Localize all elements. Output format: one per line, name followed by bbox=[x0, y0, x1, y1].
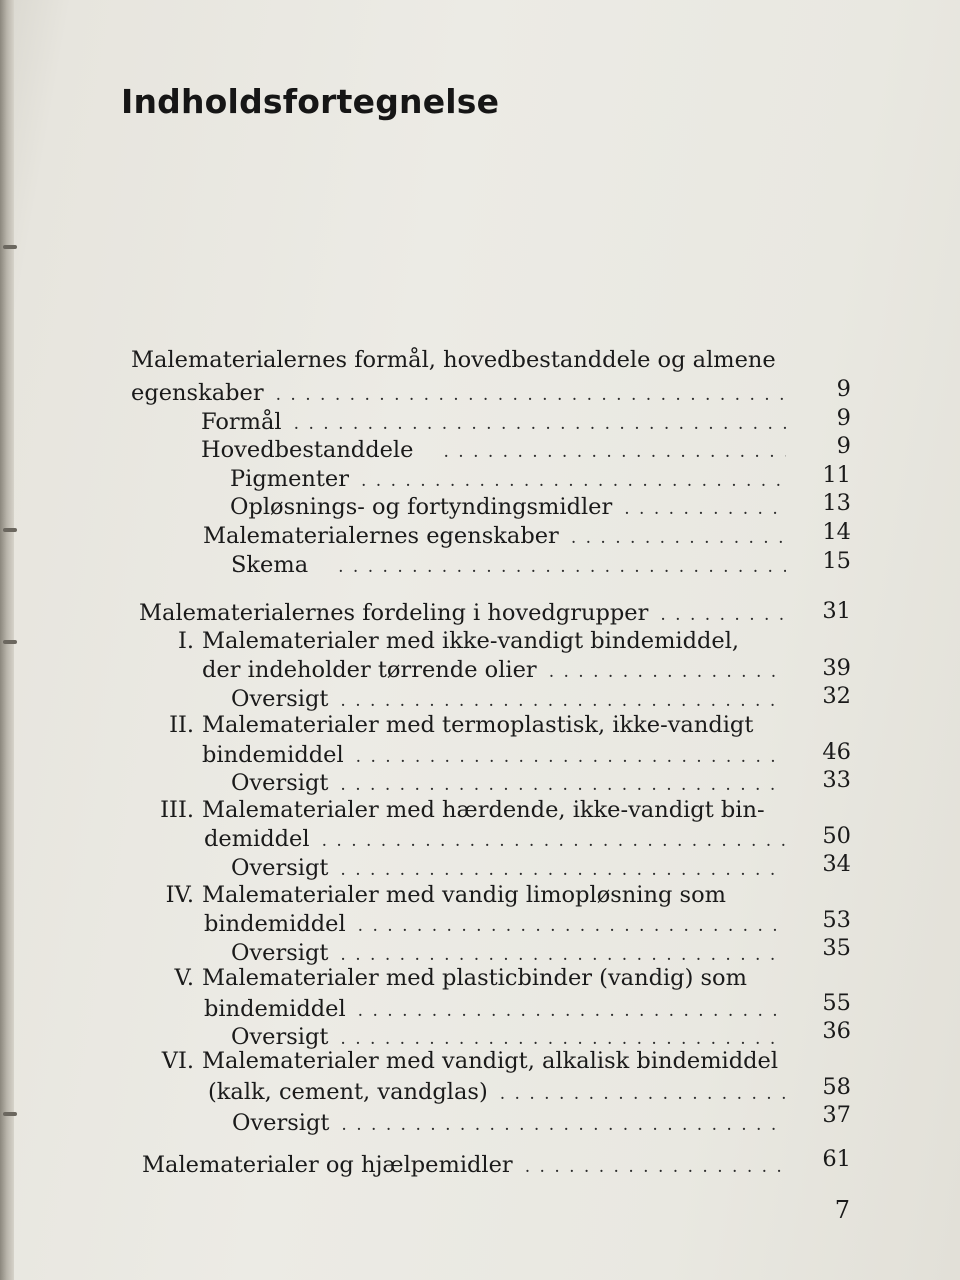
leader-dots bbox=[358, 911, 786, 941]
toc-text: demiddel bbox=[204, 826, 310, 852]
toc-page-number: 32 bbox=[822, 683, 851, 709]
toc-text: Malematerialernes fordeling i hovedgrupper bbox=[139, 600, 649, 626]
toc-page-number: 9 bbox=[836, 376, 851, 402]
toc-entry bbox=[203, 521, 790, 551]
toc-page-number: 33 bbox=[822, 767, 851, 793]
toc-page-number: 37 bbox=[822, 1102, 851, 1128]
roman-numeral: I. bbox=[177, 628, 194, 654]
toc-entry bbox=[230, 492, 790, 522]
toc-page-number: 15 bbox=[822, 548, 851, 574]
toc-entry bbox=[139, 598, 790, 628]
toc-group-title-line bbox=[152, 710, 788, 740]
roman-numeral: II. bbox=[169, 712, 194, 738]
toc-entry bbox=[231, 768, 790, 798]
leader-dots bbox=[341, 1110, 786, 1140]
toc-entry bbox=[202, 740, 790, 770]
toc-text: (kalk, cement, vandglas) bbox=[208, 1079, 488, 1105]
toc-text: Malematerialer med hærdende, ikke-vandigt bin- bbox=[202, 797, 765, 823]
toc-entry bbox=[208, 1077, 790, 1107]
toc-text: Malematerialer og hjælpemidler bbox=[142, 1152, 513, 1178]
toc-text: Skema bbox=[231, 552, 309, 578]
toc-page-number: 13 bbox=[822, 490, 851, 516]
leader-dots bbox=[624, 494, 786, 524]
leader-dots bbox=[276, 380, 786, 410]
toc-text: egenskaber bbox=[131, 380, 264, 406]
toc-text: Malematerialer med termoplastisk, ikke-vandigt bbox=[202, 712, 754, 738]
leader-dots bbox=[322, 826, 786, 856]
toc-page-number: 9 bbox=[836, 433, 851, 459]
toc-text: Pigmenter bbox=[230, 466, 349, 492]
roman-numeral: III. bbox=[160, 797, 194, 823]
toc-text: Oversigt bbox=[231, 1024, 329, 1050]
toc-group-title-line bbox=[152, 880, 788, 910]
page-title: Indholdsfortegnelse bbox=[121, 82, 500, 121]
toc-page-number: 58 bbox=[822, 1074, 851, 1100]
toc-entry bbox=[231, 853, 790, 883]
leader-dots bbox=[525, 1152, 786, 1182]
toc-group-title-line bbox=[152, 963, 788, 993]
toc-entry bbox=[204, 909, 790, 939]
toc-entry bbox=[232, 1108, 790, 1138]
toc-entry bbox=[231, 550, 790, 580]
roman-numeral: IV. bbox=[165, 882, 194, 908]
toc-text: Malematerialer med plasticbinder (vandig) som bbox=[202, 965, 747, 991]
toc-page-number: 35 bbox=[822, 935, 851, 961]
toc-page-number: 11 bbox=[822, 462, 851, 488]
toc-group-title-line bbox=[152, 795, 788, 825]
toc-text: Malematerialer med vandigt, alkalisk bindemiddel bbox=[202, 1048, 779, 1074]
toc-text: Oversigt bbox=[232, 1110, 330, 1136]
toc-text: der indeholder tørrende olier bbox=[202, 657, 537, 683]
roman-numeral: V. bbox=[174, 965, 194, 991]
toc-text: bindemiddel bbox=[202, 742, 344, 768]
toc-page-number: 50 bbox=[822, 823, 851, 849]
leader-dots bbox=[338, 552, 786, 582]
toc-entry bbox=[204, 824, 790, 854]
leader-dots bbox=[443, 437, 786, 467]
toc-entry bbox=[204, 994, 790, 1024]
toc-group-title-line bbox=[152, 626, 788, 656]
toc-text: bindemiddel bbox=[204, 911, 346, 937]
toc-page-number: 31 bbox=[822, 598, 851, 624]
toc-page-number: 46 bbox=[822, 739, 851, 765]
toc-page-number: 14 bbox=[822, 519, 851, 545]
toc-entry bbox=[230, 464, 790, 494]
toc-page-number: 36 bbox=[822, 1018, 851, 1044]
toc-page-number: 9 bbox=[836, 405, 851, 431]
page-number: 7 bbox=[834, 1196, 850, 1224]
toc-section-title-line bbox=[131, 345, 790, 375]
toc-text: Oversigt bbox=[231, 855, 329, 881]
toc-text: Malematerialer med vandig limopløsning som bbox=[202, 882, 726, 908]
toc-page-number: 53 bbox=[822, 907, 851, 933]
toc-text: Formål bbox=[201, 409, 282, 435]
toc-page-number: 39 bbox=[822, 655, 851, 681]
toc-text: Malematerialernes formål, hovedbestanddele og almene bbox=[131, 347, 776, 373]
toc-entry bbox=[201, 435, 790, 465]
toc-entry bbox=[142, 1150, 790, 1180]
toc-text: bindemiddel bbox=[204, 996, 346, 1022]
toc-text: Malematerialernes egenskaber bbox=[203, 523, 559, 549]
toc-entry bbox=[131, 378, 790, 408]
toc-text: Oversigt bbox=[231, 940, 329, 966]
toc-entry bbox=[202, 655, 790, 685]
toc-entry bbox=[201, 407, 790, 437]
toc-page-number: 61 bbox=[822, 1146, 851, 1172]
toc-text: Oversigt bbox=[231, 686, 329, 712]
toc-text: Oversigt bbox=[231, 770, 329, 796]
leader-dots bbox=[549, 657, 786, 687]
toc-text: Hovedbestanddele bbox=[201, 437, 414, 463]
toc-page-number: 34 bbox=[822, 851, 851, 877]
toc-page-number: 55 bbox=[822, 990, 851, 1016]
toc-text: Opløsnings- og fortyndingsmidler bbox=[230, 494, 613, 520]
leader-dots bbox=[571, 523, 786, 553]
roman-numeral: VI. bbox=[161, 1048, 194, 1074]
leader-dots bbox=[500, 1079, 786, 1109]
toc-text: Malematerialer med ikke-vandigt bindemiddel, bbox=[202, 628, 740, 654]
toc-group-title-line bbox=[152, 1046, 788, 1076]
